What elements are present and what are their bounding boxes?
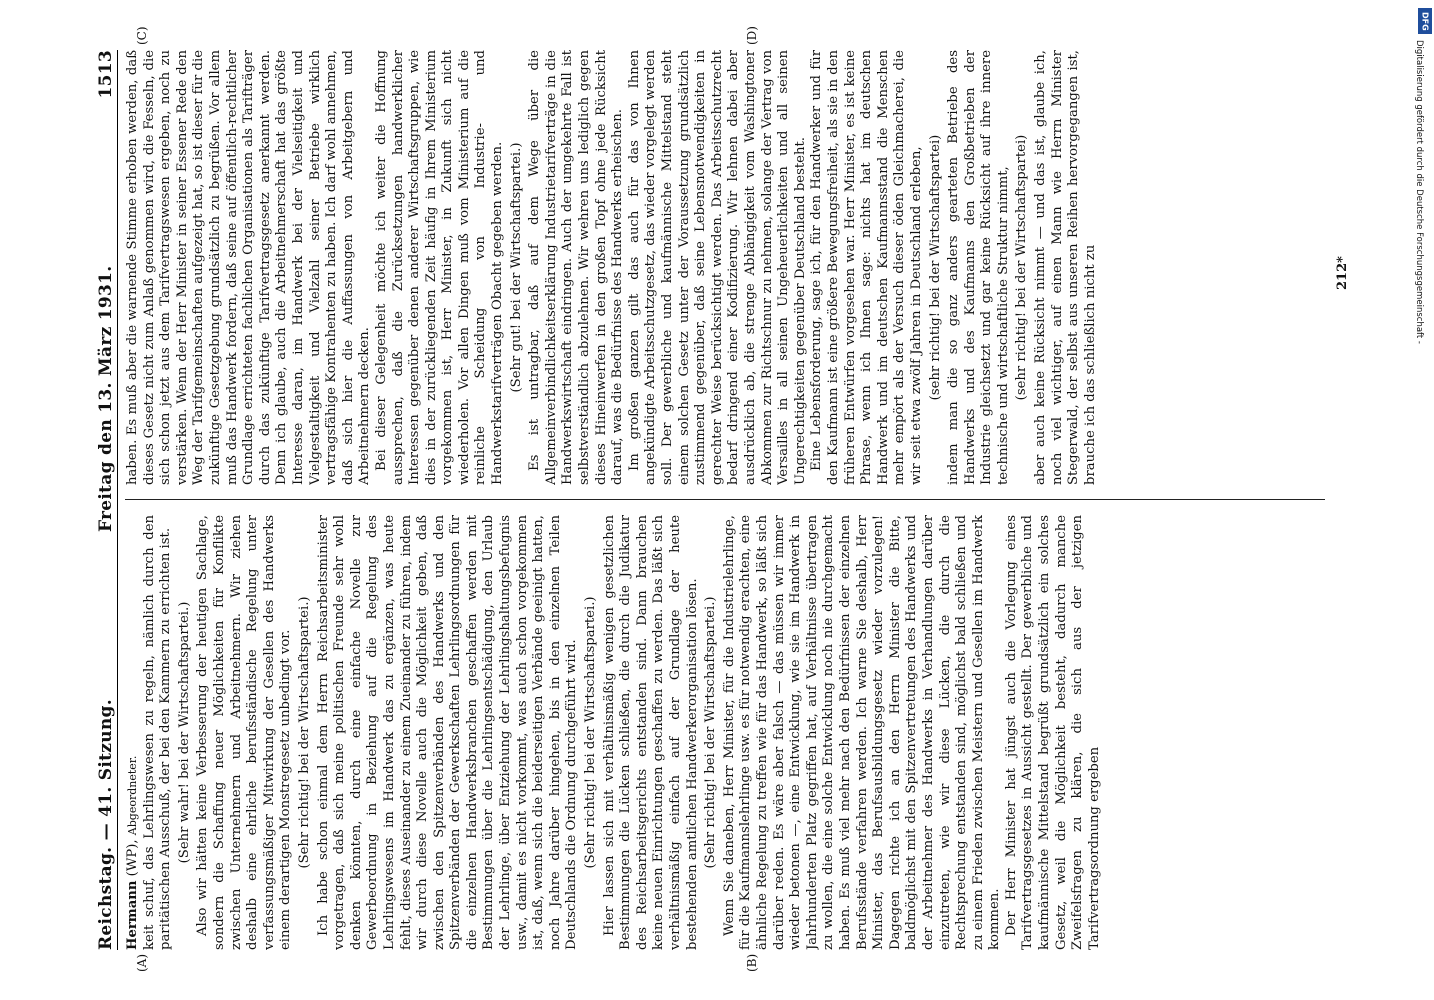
- left-column: [125, 515, 1340, 950]
- dfg-logo-icon: DFG: [1418, 8, 1432, 34]
- paragraph: keit schuf, das Lehrlingswesen zu regeln, nämlich durch den paritätischen Ausschuß, der bei den Kammern zu errichten ist.: [141, 515, 174, 950]
- digitization-note: Digitalisierung gefördert durch die Deutsche Forschungsgemeinschaft -: [1414, 40, 1424, 344]
- margin-mark-d: (D): [745, 26, 759, 45]
- paragraph: Hier lassen sich mit verhältnismäßig wenigen gesetzlichen Bestimmungen die Lücken schließen, die durch die Judikatur des Reichsarbeitsgerichts entstanden sind. Dann brauchen keine neuen Einrichtungen geschaffen zu werden. Das läßt sich verhältnismäßig einfach auf der Grundlage der heute bestehenden amtlichen Handwerkerorganisation lösen.: [601, 515, 700, 950]
- page-header: [95, 50, 118, 950]
- paragraph: Also wir hätten keine Verbesserung der heutigen Sachlage, sondern die Schaffung neuer Möglichkeiten für Konflikte zwischen Unternehmern und Arbeitnehmern. Wir ziehen deshalb eine ehrliche berufsständische Regelung unter verfassungsmäßiger Mitwirkung der Gesellen des Handwerks einem derartigen Monstregesetz unbedingt vor.: [195, 515, 294, 950]
- paragraph: Eine Lebensforderung, sage ich, für den Handwerker und für den Kaufmann ist eine größere Bewegungsfreiheit, als sie in den früheren Entwürfen vorgesehen war. Herr Minister, es ist keine Phrase, wenn ich Ihnen sage: nichts hat im deutschen Handwerk und im deutschen Kaufmannsstand die Menschen mehr empört als der Versuch dieser öden Gleichmacherei, die wir seit etwa zwölf Jahren in Deutschland erleben,: [809, 50, 924, 485]
- header-page-number: 1513: [96, 50, 116, 99]
- interjection: (Sehr richtig! bei der Wirtschaftspartei.): [296, 596, 312, 869]
- speaker-role: Abgeordneter.: [126, 755, 139, 836]
- speaker-party: (WP),: [125, 839, 140, 877]
- margin-mark-b: (B): [745, 953, 759, 972]
- paragraph: Der Herr Minister hat jüngst auch die Vorlegung eines Tarifvertragsgesetzes in Aussicht gestellt. Der gewerbliche und kaufmännische Mittelstand begrüßt grundsätzlich ein solches Gesetz, weil die Möglichkeit besteht, dadurch manche Zweifelsfragen zu klären, die sich aus der jetzigen Tarifvertragsordnung ergeben: [1003, 515, 1102, 950]
- header-left: [96, 699, 116, 950]
- interjection: (sehr richtig! bei der Wirtschaftspartei): [1014, 134, 1030, 401]
- interjection: (sehr richtig! bei der Wirtschaftspartei): [927, 134, 943, 401]
- interjection: (Sehr wahr! bei der Wirtschaftspartei.): [176, 601, 192, 864]
- interjection: (Sehr richtig! bei der Wirtschaftspartei.): [703, 596, 719, 869]
- margin-mark-c: (C): [135, 26, 149, 45]
- paragraph: haben. Es muß aber die warnende Stimme erhoben werden, daß dieses Gesetz nicht zum Anlaß genommen wird, die Fesseln, die sich schon jetzt aus dem Tarifvertragswesen ergeben, noch zu verstärken. Wenn der Herr Minister in seiner Essener Rede den Weg der Tarifgemeinschaften aufgezeigt hat, so ist dieser für die zukünftige Gesetzgebung grundsätzlich zu begrüßen. Vor allem muß das Handwerk fordern, daß seine auf öffentlich-rechtlicher Grundlage errichteten fachlichen Organisationen als Tarifträger durch das zukünftige Tarifvertragsgesetz anerkannt werden. Denn ich glaube, auch die Arbeitnehmerschaft hat das größte Interesse daran, im Handwerk bei der Vielseitigkeit und Vielgestaltigkeit und Vielzahl seiner Betriebe wirklich vertragsfähige Kontrahenten zu haben. Ich darf wohl annehmen, daß sich hier die Auffassungen von Arbeitgebern und Arbeitnehmern decken.: [125, 50, 373, 485]
- speaker-line: [125, 515, 142, 950]
- header-parliament-session: Reichstag. — 41. Sitzung.: [96, 699, 116, 950]
- paragraph: indem man die so ganz anders gearteten Betriebe des Handwerks und des Kaufmanns den Großbetrieben der Industrie gleichsetzt und gar keine Rücksicht auf ihre innere technische und wirtschaftliche Struktur nimmt,: [946, 50, 1011, 485]
- paragraph: Es ist untragbar, daß auf dem Wege über die Allgemeinverbindlichkeitserklärung Industrietarifverträge in die Handwerkswirtschaft eindringen. Auch der umgekehrte Fall ist selbstverständlich abzulehnen. Wir wehren uns lediglich gegen dieses Hineinwerfen in den großen Topf ohne jede Rücksicht darauf, was die Bedürfnisse des Handwerks erheischen.: [527, 50, 626, 485]
- paragraph: Im großen ganzen gilt das auch für das von Ihnen angekündigte Arbeitsschutzgesetz, das wieder vorgelegt werden soll. Der gewerbliche und kaufmännische Mittelstand steht einem solchen Gesetz unter der Voraussetzung grundsätzlich zustimmend gegenüber, daß seine Lebensnotwendigkeiten in gerechter Weise berücksichtigt werden. Das Arbeitsschutzrecht bedarf dringend einer Kodifizierung. Wir lehnen dabei aber ausdrücklich ab, die strenge Abhängigkeit vom Washingtoner Abkommen zur Richtschnur zu nehmen, solange der Vertrag von Versailles in all seinen Ungeheuerlichkeiten und all seinen Ungerechtigkeiten gegenüber Deutschland besteht.: [626, 50, 808, 485]
- margin-mark-a: (A): [135, 953, 149, 972]
- interjection: (Sehr gut! bei der Wirtschaftspartei.): [508, 142, 524, 393]
- signature-mark: 212*: [1335, 256, 1350, 290]
- right-column: [125, 50, 1340, 485]
- column-divider: [125, 499, 1325, 500]
- paragraph: Ich habe schon einmal dem Herrn Reichsarbeitsminister vorgetragen, daß sich meine politischen Freunde sehr wohl denken könnten, durch eine einfache Novelle zur Gewerbeordnung in Beziehung auf die Regelung des Lehrlingswesens im Handwerk das zu ergänzen, was heute fehlt, dieses Auseinander zu einem Zueinander zu führen, indem wir durch diese Novelle auch die Möglichkeit geben, daß zwischen den Spitzenverbänden des Handwerks und den Spitzenverbänden der Gewerkschaften Lehrlingsordnungen für die einzelnen Handwerksbranchen geschaffen werden mit Bestimmungen über die Lehrlingsentschädigung, den Urlaub der Lehrlinge, über Entziehung der Lehrlingshaltungsbefugnis usw., damit es nicht vorkommt, was auch schon vorgekommen ist, daß, wenn sich die beiderseitigen Verbände geeinigt hatten, noch Jahre darüber hingehen, bis in den einzelnen Teilen Deutschlands die Ordnung durchgeführt wird.: [315, 515, 580, 950]
- paragraph: Wenn Sie daneben, Herr Minister, für die Industrielehrlinge, für die Kaufmannslehrlinge usw. es für notwendig erachten, eine ähnliche Regelung zu treffen wie für das Handwerk, so läßt sich darüber reden. Es wäre aber falsch — das müssen wir immer wieder betonen —, eine Entwicklung, wie sie im Handwerk in Jahrhunderten Platz gegriffen hat, auf Verhältnisse übertragen zu wollen, die eine solche Entwicklung noch nie durchgemacht haben. Es muß viel mehr nach den Bedürfnissen der einzelnen Berufsstände verfahren werden. Ich warne Sie deshalb, Herr Minister, das Berufsausbildungsgesetz wieder vorzulegen! Dagegen richte ich an den Herrn Minister die Bitte, baldmöglichst mit den Spitzenvertretungen des Handwerks und der Arbeitnehmer des Handwerks in Verhandlungen darüber einzutreten, wie wir diese Lücken, die durch die Rechtsprechung entstanden sind, möglichst bald schließen und zu einem Frieden zwischen Meistern und Gesellen im Handwerk kommen.: [721, 515, 1003, 950]
- speaker-name: Hermann: [125, 880, 140, 950]
- paragraph: Bei dieser Gelegenheit möchte ich weiter die Hoffnung aussprechen, daß die Zurücksetzungen handwerklicher Interessen gegenüber denen anderer Wirtschaftsgruppen, wie dies in der zurückliegenden Zeit häufig in Ihrem Ministerium vorgekommen ist, Herr Minister, in Zukunft sich nicht wiederholen. Vor allen Dingen muß vom Ministerium auf die reinliche Scheidung von Industrie- und Handwerkstarifverträgen Obacht gegeben werden.: [373, 50, 506, 485]
- interjection: (Sehr richtig! bei der Wirtschaftspartei.): [583, 596, 599, 869]
- paragraph: aber auch keine Rücksicht nimmt — und das ist, glaube ich, noch viel wichtiger, auf einen Mann wie Herrn Minister Stegerwald, der selbst aus unseren Reihen hervorgegangen ist, brauche ich das schließlich nicht zu: [1033, 50, 1098, 485]
- document-page: [95, 26, 1355, 972]
- header-date: Freitag den 13. März 1931.: [96, 265, 116, 533]
